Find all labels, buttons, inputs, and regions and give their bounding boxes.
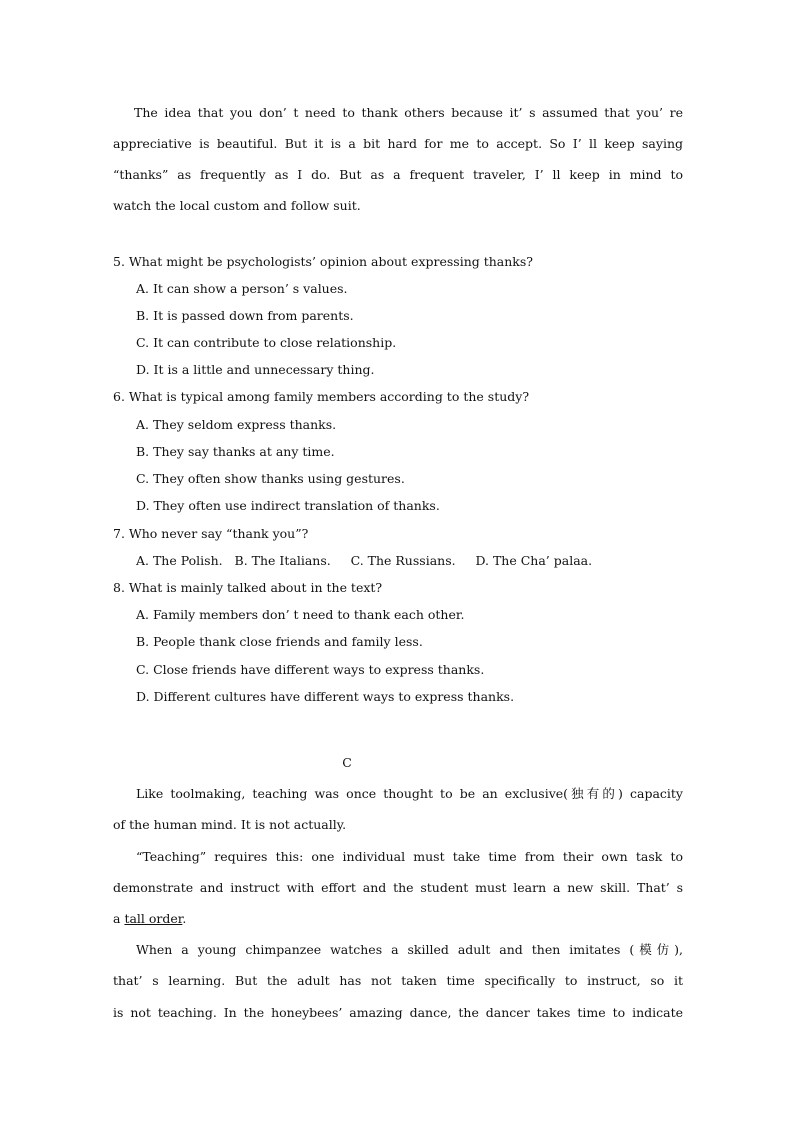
answer-option: C. They often show thanks using gestures. (136, 471, 405, 486)
paragraph-line: Like toolmaking, teaching was once thought to be an exclusive(独有的) capacity (136, 786, 683, 801)
answer-option: B. People thank close friends and family less. (136, 634, 423, 649)
answer-option: A. It can show a person’ s values. (136, 281, 348, 296)
answer-option: C. Close friends have different ways to express thanks. (136, 662, 485, 677)
paragraph-line: appreciative is beautiful. But it is a bit hard for me to accept. So I’ ll keep saying (113, 136, 683, 151)
answer-option: C. It can contribute to close relationship. (136, 335, 397, 350)
paragraph-line: demonstrate and instruct with effort and the student must learn a new skill. That’ s (113, 880, 683, 895)
paragraph-line: When a young chimpanzee watches a skilled adult and then imitates (模仿), (136, 942, 683, 957)
paragraph-line: is not teaching. In the honeybees’ amazing dance, the dancer takes time to indicate (113, 1005, 683, 1020)
paragraph-line: of the human mind. It is not actually. (113, 817, 347, 832)
paragraph-line: “Teaching” requires this: one individual must take time from their own task to (136, 849, 683, 864)
answer-option: A. Family members don’ t need to thank each other. (136, 607, 465, 622)
paragraph-line (113, 911, 683, 927)
underlined-phrase: tall order (124, 911, 183, 926)
paragraph-line: The idea that you don’ t need to thank others because it’ s assumed that you’ re (134, 105, 683, 120)
answer-option: B. It is passed down from parents. (136, 308, 354, 323)
paragraph-line: “thanks” as frequently as I do. But as a frequent traveler, I’ ll keep in mind to (113, 167, 683, 182)
answer-options-inline: A. The Polish. B. The Italians. C. The Russians. D. The Cha’ palaa. (136, 553, 593, 568)
answer-option: B. They say thanks at any time. (136, 444, 335, 459)
question-stem: 8. What is mainly talked about in the text? (113, 580, 383, 595)
answer-option: D. It is a little and unnecessary thing. (136, 362, 375, 377)
answer-option: D. They often use indirect translation of thanks. (136, 498, 440, 513)
paragraph-line: watch the local custom and follow suit. (113, 198, 361, 213)
question-stem: 7. Who never say “thank you”? (113, 526, 309, 541)
paragraph-line: that’ s learning. But the adult has not taken time specifically to instruct, so it (113, 973, 683, 988)
answer-option: A. They seldom express thanks. (136, 417, 337, 432)
question-stem: 6. What is typical among family members according to the study? (113, 389, 530, 404)
question-stem: 5. What might be psychologists’ opinion about expressing thanks? (113, 254, 533, 269)
text-fragment: . (182, 911, 187, 926)
text-fragment: a (113, 911, 121, 926)
section-heading: C (342, 755, 352, 770)
answer-option: D. Different cultures have different ways to express thanks. (136, 689, 515, 704)
